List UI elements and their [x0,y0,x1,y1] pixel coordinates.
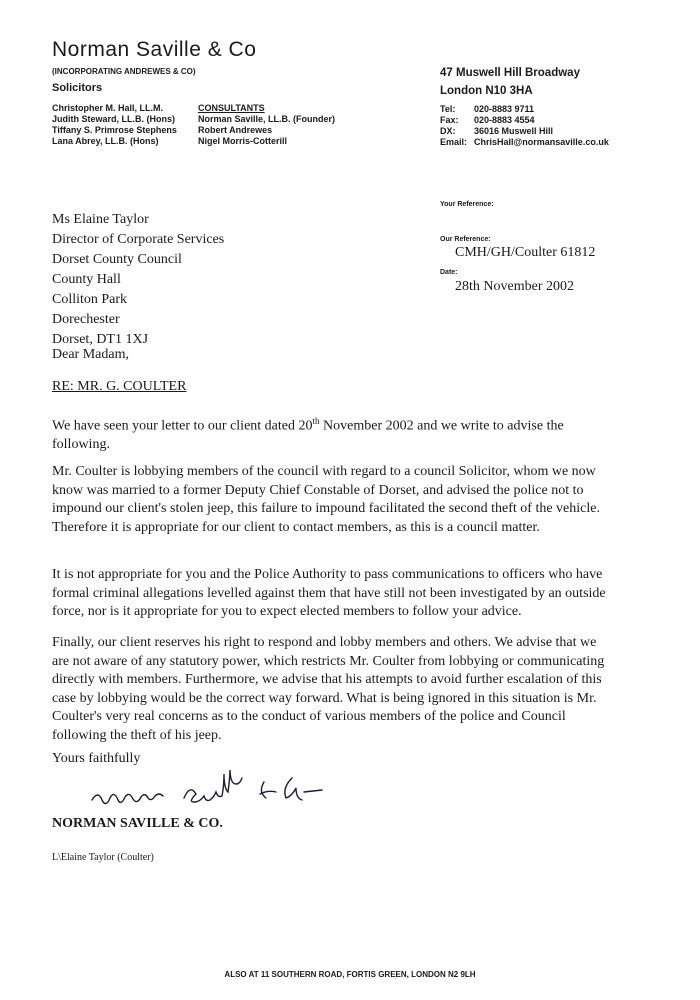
contact-value: 020-8883 9711 [474,104,535,114]
recipient-line: County Hall [52,272,121,287]
contact-label: Fax: [440,115,459,125]
partner-name: Tiffany S. Primrose Stephens [52,125,177,135]
your-reference-label: Your Reference: [440,201,494,208]
letter-date: 28th November 2002 [455,279,574,294]
contact-details [440,104,609,148]
salutation: Dear Madam, [52,347,129,362]
consultant-name: Norman Saville, LL.B. (Founder) [198,114,336,124]
body-paragraph: It is not appropriate for you and the Police Authority to pass communications to officers who have formal criminal allegations levelled against them that have still not been investigated by an outside force, nor is it appropriate for you to expect elected members to follow your advice. [52,567,606,619]
footer-address: ALSO AT 11 SOUTHERN ROAD, FORTIS GREEN, LONDON N2 9LH [224,970,476,979]
consultants-heading: CONSULTANTS [198,103,265,113]
consultants-list [198,103,335,147]
address-line: 47 Muswell Hill Broadway [440,67,580,79]
partners-list [52,103,177,147]
subject-line: RE: MR. G. COULTER [52,379,187,394]
contact-row [440,137,609,148]
contact-label: Email: [440,137,468,147]
partner-name: Lana Abrey, LL.B. (Hons) [52,136,159,146]
body-text: November 2002 and we write to advise the following. [52,418,564,453]
consultant-name: Robert Andrewes [198,125,273,135]
address-line: London N10 3HA [440,85,533,97]
file-reference: L\Elaine Taylor (Coulter) [52,852,154,863]
recipient-line: Dorset County Council [52,252,182,267]
contact-row [440,104,609,115]
consultant-name: Nigel Morris-Cotterill [198,136,288,146]
contact-label: Tel: [440,104,456,114]
body-paragraph: Finally, our client reserves his right to respond and lobby members and others. We advise that we are not aware of any statutory power, which restricts Mr. Coulter from lobbying or communicating directly with members. Furthermore, we advise that his attempts to avoid further escalation of this case by lobbying would be the correct way forward. What is being ignored in this situation is Mr. Coulter's very real concerns as to the conduct of various members of the police and Council following the theft of his jeep. [52,635,605,743]
solicitors-label: Solicitors [52,82,103,94]
closing: Yours faithfully [52,751,141,766]
signatory: NORMAN SAVILLE & CO. [52,816,223,831]
contact-label: DX: [440,126,456,136]
contact-value: 36016 Muswell Hill [474,126,554,136]
recipient-line: Ms Elaine Taylor [52,212,149,227]
partner-name: Judith Steward, LL.B. (Hons) [52,114,175,124]
our-reference: CMH/GH/Coulter 61812 [455,245,596,260]
date-label: Date: [440,269,458,276]
contact-value: 020-8883 4554 [474,115,535,125]
our-reference-label: Our Reference: [440,236,491,243]
recipient-line: Colliton Park [52,292,128,307]
contact-value: ChrisHall@normansaville.co.uk [474,137,609,147]
contact-row [440,115,609,126]
body-paragraph: Mr. Coulter is lobbying members of the council with regard to a council Solicitor, whom we now know was married to a former Deputy Chief Constable of Dorset, and advised the police not to impound our client's stolen jeep, this failure to impound facilitated the second theft of the vehicle. Therefore it is appropriate for our client to contact members, as this is a council matter. [52,464,600,535]
recipient-line: Director of Corporate Services [52,232,225,247]
incorporating-line: (INCORPORATING ANDREWES & CO) [52,67,196,76]
recipient-line: Dorset, DT1 1XJ [52,332,149,347]
signature [88,770,348,818]
partner-name: Christopher M. Hall, LL.M. [52,103,164,113]
body-paragraph [52,412,612,455]
firm-name: Norman Saville & Co [52,38,257,61]
contact-row [440,126,609,137]
ordinal-suffix: th [312,416,320,426]
recipient-address [52,210,224,350]
recipient-line: Dorechester [52,312,120,327]
firm-address [440,64,580,100]
body-text: We have seen your letter to our client dated 20 [52,418,313,434]
